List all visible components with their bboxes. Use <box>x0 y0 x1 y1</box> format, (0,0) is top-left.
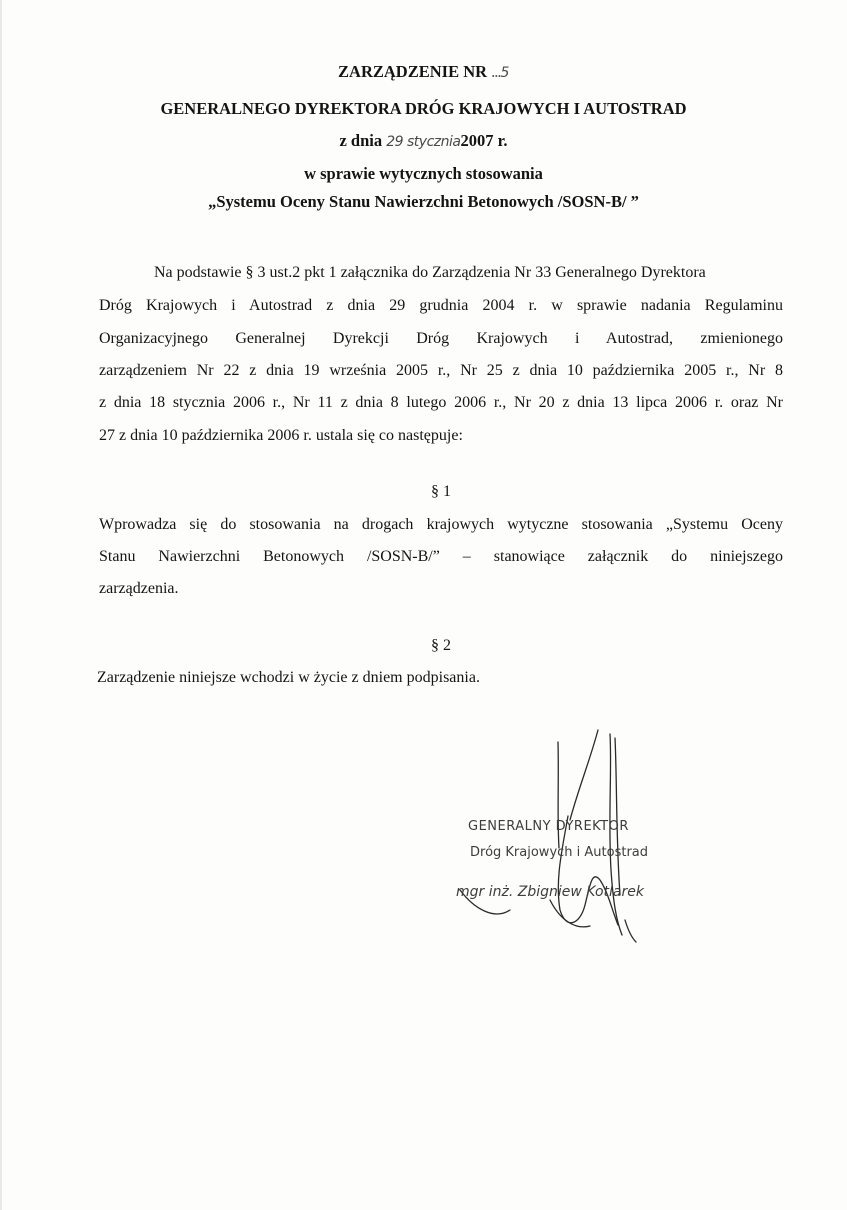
section-heading: § 2 <box>431 637 451 654</box>
document-title <box>0 62 847 83</box>
section-line: Wprowadza się do stosowania na drogach krajowych wytyczne stosowania „Systemu Oceny <box>99 516 783 533</box>
stamp-institution: Dróg Krajowych i Autostrad <box>470 845 649 860</box>
handwritten-signature <box>440 720 670 950</box>
title-prefix: ZARZĄDZENIE NR <box>338 62 492 81</box>
date-line <box>0 131 847 152</box>
intro-line: Dróg Krajowych i Autostrad z dnia 29 grudnia 2004 r. w sprawie nadania Regulaminu <box>99 297 783 314</box>
issuer-line: GENERALNEGO DYREKTORA DRÓG KRAJOWYCH I AUTOSTRAD <box>160 99 687 118</box>
intro-line: z dnia 18 stycznia 2006 r., Nr 11 z dnia 8 lutego 2006 r., Nr 20 z dnia 13 lipca 2006 r. oraz Nr <box>99 394 783 411</box>
stamp-name: mgr inż. Zbigniew Kotlarek <box>456 884 644 900</box>
subject-line-2: „Systemu Oceny Stanu Nawierzchni Betonowych /SOSN-B/ ” <box>208 192 639 211</box>
title-dots: ... <box>491 62 501 81</box>
section-line: Zarządzenie niniejsze wchodzi w życie z dniem podpisania. <box>97 669 480 686</box>
section-line: zarządzenia. <box>99 580 179 597</box>
date-prefix: z dnia <box>339 131 387 150</box>
section-line: Stanu Nawierzchni Betonowych /SOSN-B/” – stanowiące załącznik do niniejszego <box>99 548 783 565</box>
stamp-title: GENERALNY DYREKTOR <box>468 819 629 834</box>
date-handwritten: 29 stycznia <box>386 134 461 150</box>
intro-line: Na podstawie § 3 ust.2 pkt 1 załącznika do Zarządzenia Nr 33 Generalnego Dyrektora <box>154 264 706 281</box>
intro-line: 27 z dnia 10 października 2006 r. ustala się co następuje: <box>99 427 463 444</box>
intro-line: Organizacyjnego Generalnej Dyrekcji Dróg Krajowych i Autostrad, zmienionego <box>99 330 783 347</box>
date-suffix: 2007 r. <box>460 131 508 150</box>
subject-line-1: w sprawie wytycznych stosowania <box>304 164 543 183</box>
intro-line: zarządzeniem Nr 22 z dnia 19 września 2005 r., Nr 25 z dnia 10 października 2005 r., Nr 8 <box>99 362 783 379</box>
title-number-handwritten: 5 <box>500 65 509 81</box>
section-heading: § 1 <box>431 483 451 500</box>
